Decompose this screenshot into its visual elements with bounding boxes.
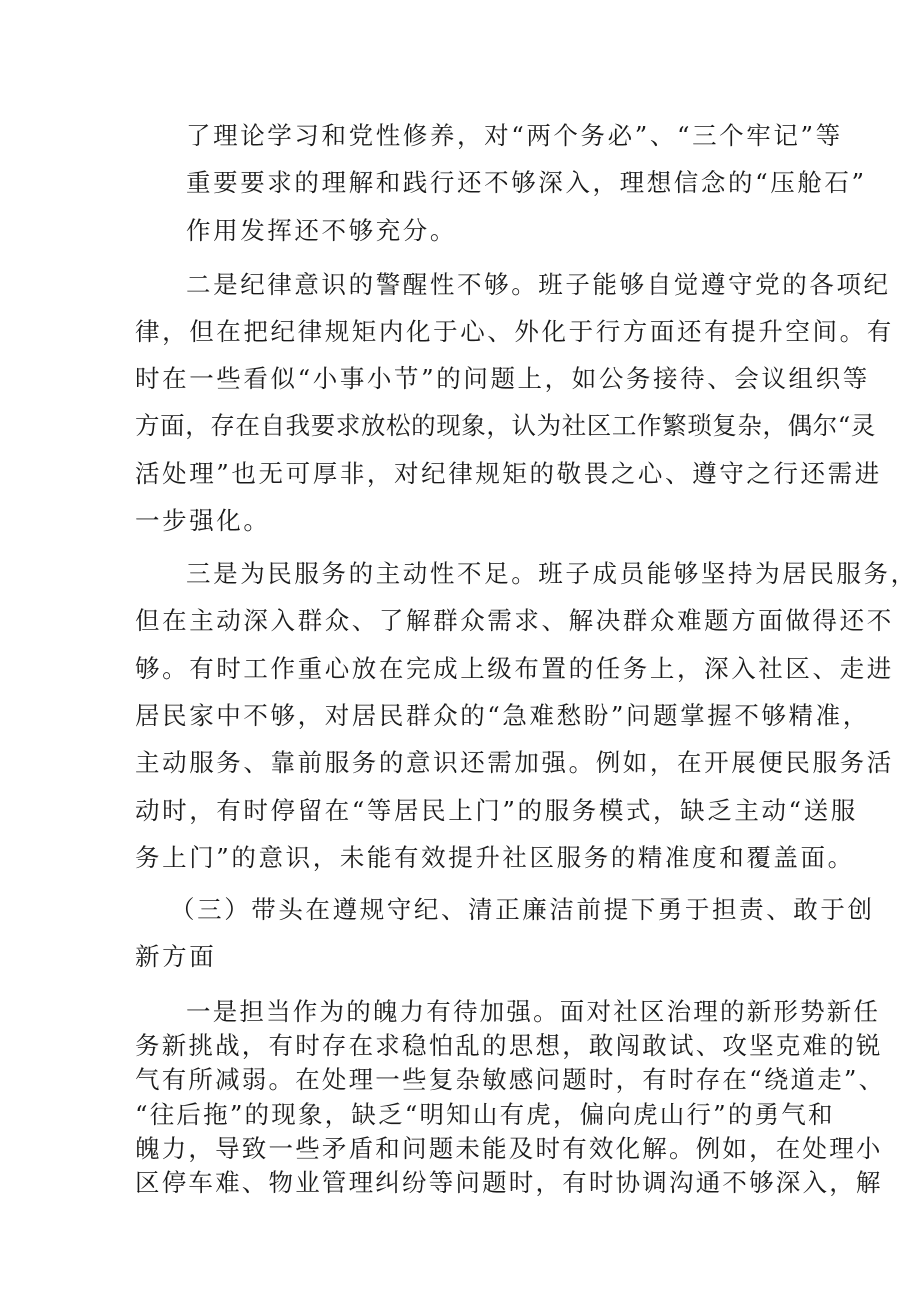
text-line: 律，但在把纪律规矩内化于心、外化于行方面还有提升空间。有 xyxy=(135,317,894,346)
text-line: 三是为民服务的主动性不足。班子成员能够坚持为居民服务， xyxy=(186,559,918,588)
text-line: 务上门”的意识，未能有效提升社区服务的精准度和覆盖面。 xyxy=(135,843,855,872)
text-line: 动时，有时停留在“等居民上门”的服务模式，缺乏主动“送服 xyxy=(135,796,858,825)
text-line: 但在主动深入群众、了解群众需求、解决群众难题方面做得还不 xyxy=(135,606,894,635)
text-line: 活处理”也无可厚非，对纪律规矩的敬畏之心、遵守之行还需进 xyxy=(135,459,882,488)
text-line: 重要要求的理解和践行还不够深入，理想信念的“压舱石” xyxy=(186,168,867,197)
text-line: 魄力，导致一些矛盾和问题未能及时有效化解。例如，在处理小 xyxy=(135,1134,883,1163)
text-line: 了理论学习和党性修养，对“两个务必”、“三个牢记”等 xyxy=(186,121,843,150)
text-line: 作用发挥还不够充分。 xyxy=(186,216,457,245)
text-line: 一是担当作为的魄力有待加强。面对社区治理的新形势新任 xyxy=(186,997,881,1026)
text-line: 方面，存在自我要求放松的现象，认为社区工作繁琐复杂，偶尔“灵 xyxy=(135,411,877,440)
section-heading-line: 新方面 xyxy=(135,942,217,971)
text-line: 二是纪律意识的警醒性不够。班子能够自觉遵守党的各项纪 xyxy=(186,270,891,299)
text-line: 时在一些看似“小事小节”的问题上，如公务接待、会议组织等 xyxy=(135,364,870,393)
text-line: 够。有时工作重心放在完成上级布置的任务上，深入社区、走进 xyxy=(135,654,894,683)
text-line: 主动服务、靠前服务的意识还需加强。例如，在开展便民服务活 xyxy=(135,748,894,777)
text-line: 居民家中不够，对居民群众的“急难愁盼”问题掌握不够精准， xyxy=(135,701,870,730)
text-line: “往后拖”的现象，缺乏“明知山有虎，偏向虎山行”的勇气和 xyxy=(135,1100,835,1129)
text-line: 气有所减弱。在处理一些复杂敏感问题时，有时存在“绕道走”、 xyxy=(135,1065,886,1094)
text-line: 一步强化。 xyxy=(135,506,271,535)
text-line: 区停车难、物业管理纠纷等问题时，有时协调沟通不够深入，解 xyxy=(135,1168,883,1197)
text-line: 务新挑战，有时存在求稳怕乱的思想，敢闯敢试、攻坚克难的锐 xyxy=(135,1031,883,1060)
section-heading-line: （三）带头在遵规守纪、清正廉洁前提下勇于担责、敢于创 xyxy=(170,895,875,924)
